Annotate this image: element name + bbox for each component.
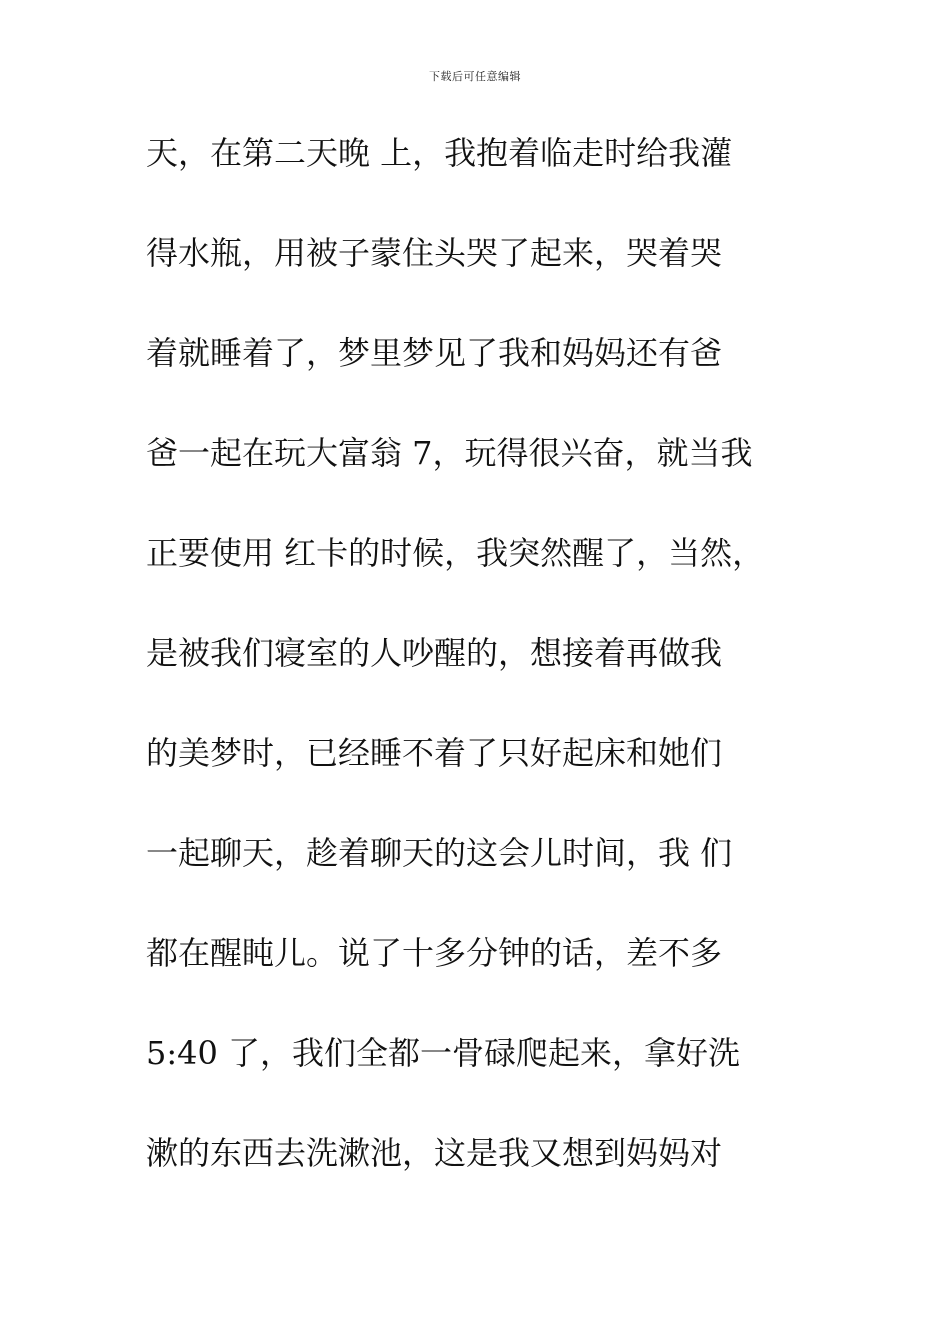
text-line: 着就睡着了，梦里梦见了我和妈妈还有爸 — [146, 334, 723, 372]
text-line: 得水瓶，用被子蒙住头哭了起来，哭着哭 — [146, 234, 723, 272]
text-line: 一起聊天，趁着聊天的这会儿时间，我 们 — [146, 834, 733, 872]
text-line: 是被我们寝室的人吵醒的，想接着再做我 — [146, 634, 723, 672]
text-line: 漱的东西去洗漱池，这是我又想到妈妈对 — [146, 1134, 723, 1172]
text-line: 5:40 了，我们全都一骨碌爬起来，拿好洗 — [146, 1034, 741, 1072]
page-header: 下载后可任意编辑 — [429, 70, 521, 83]
text-line: 的美梦时，已经睡不着了只好起床和她们 — [146, 734, 723, 772]
text-line: 正要使用 红卡的时候，我突然醒了，当然， — [146, 534, 765, 572]
body-text — [146, 128, 826, 1228]
text-line: 都在醒盹儿。说了十多分钟的话，差不多 — [146, 934, 723, 972]
text-line: 天，在第二天晚 上，我抱着临走时给我灌 — [146, 134, 733, 172]
text-line: 爸一起在玩大富翁 7，玩得很兴奋，就当我 — [146, 434, 753, 472]
